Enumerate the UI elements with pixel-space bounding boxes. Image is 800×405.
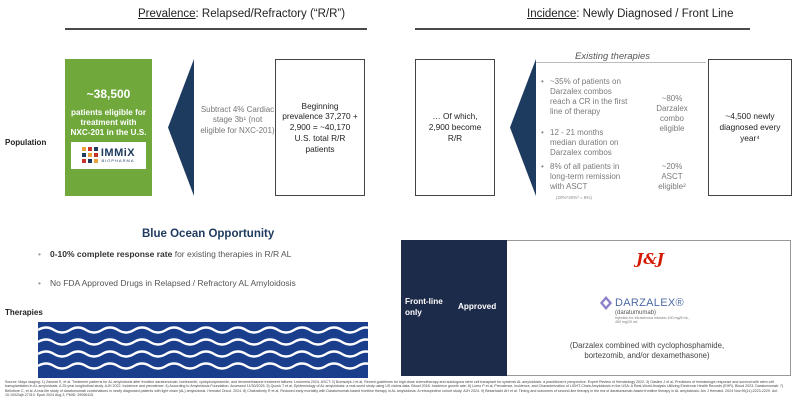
incidence-header xyxy=(527,8,733,20)
of-which-box: … Of which, 2,900 become R/R xyxy=(415,59,495,196)
population-label: Population xyxy=(5,138,47,147)
bullet-dot: • xyxy=(38,278,41,288)
footnote-sources: Source: Mayo staging: 1) Zanwar S, et al. Treatment patterns for AL amyloidosis after frontline daratumumab, bortezomib, cyclophosphamide, and dexamethasone treatment failures. Leukemia 2024. ASCT: 2) Bomsztyk J et al, Recent guidelines for high-dose chemotherapy and autologous stem cell transplant for systemic AL amyloidosis: a practitioner's perspective. Expert Review of Hematology 2022. 3) Gasline J et al, Predictors of hematologic response and survival with stem cell transplantation in AL amyloidosis: A 25-year longitudinal study. AJH 2022. Incidence and prevalence: 4) According to Amyloidosis Foundation. Accessed 11/30/2025. 5) Quock T et al, Epidemiology of AL amyloidosis: a real-world study using US claims data. Blood 2018. Incidence growth rate: 6) Lurno P et al, Prevalence, incidence, and Characterization of LIGHT-Chain Amyloidosis in the USA: A Real-World Analysis Utilizing Electronic Health Records (EHR). Blood 2023. Daratumumab: 7) Bellofiore C, et al. A real-life study of daratumumab combinations in newly diagnosed patients with light chain (AL) amyloidosis. Hematol Oncol. 2024. 8) Chakraborty R et al, Reduced early mortality with Daratumumab-based frontline therapy in AL amyloidosis: A retrospective cohort study. AJH 2024. 9) Bezarbachi AH et al. Timing and outcomes of second-line therapy in the era of daratumumab-based frontline therapy in AL amyloidosis. Am J Hematol. 2024 Nov;99(11):2223-2229. doi: 10.1002/ajh.27410. Epub 2024 Aug 3. PMID: 39096115. xyxy=(5,380,784,398)
approved-label: Approved xyxy=(458,302,497,311)
eligible-patients-box xyxy=(65,59,152,196)
blue-ocean-item-2 xyxy=(38,278,296,288)
subtract-text: Subtract 4% Cardiac stage 3b¹ (not eligible for NXC-201) xyxy=(200,105,275,135)
therapy-bullet-3: • 8% of all patients in long-term remission with ASCT xyxy=(550,162,630,192)
right-arrow xyxy=(510,59,536,196)
darzalex-generic: (daratumumab) xyxy=(615,310,657,316)
darzalex-brand: DARZALEX® xyxy=(615,297,684,309)
prevalence-header-prefix: Prevalence xyxy=(138,8,196,20)
therapy-bullet-1: • ~35% of patients on Darzalex combos reach a CR in the first line of therapy xyxy=(550,77,630,117)
immix-logo-name: IMMiX xyxy=(100,146,136,159)
darzalex-logo xyxy=(600,296,710,325)
darzalex-combo-text: (Darzalex combined with cyclophosphamide, bortezomib, and/or dexamethasone) xyxy=(569,341,725,361)
left-arrow xyxy=(168,59,194,196)
immix-logo-sub: BIOPHARMA xyxy=(101,157,135,163)
prevalence-header-rest: : Relapsed/Refractory (“R/R”) xyxy=(195,8,346,20)
prevalence-header xyxy=(138,8,345,20)
incidence-header-rest: : Newly Diagnosed / Front Line xyxy=(576,8,734,20)
incidence-divider xyxy=(415,28,750,30)
frontline-label: Front-line only xyxy=(405,297,443,317)
immix-logo xyxy=(71,142,146,169)
bullet-dot: • xyxy=(38,249,41,259)
blue-ocean-item-2-text: No FDA Approved Drugs in Relapsed / Refractory AL Amyloidosis xyxy=(49,278,296,288)
darzalex-eligible-text: ~80% Darzalex combo eligible xyxy=(656,94,688,133)
blue-ocean-item-1 xyxy=(38,249,291,259)
blue-ocean-item-1-rest: for existing therapies in R/R AL xyxy=(172,249,292,259)
darzalex-icon xyxy=(600,296,612,310)
calc-note: (20%*40%³ = 8%) xyxy=(556,195,592,200)
beginning-prevalence-box: Beginning prevalence 37,270 + 2,900 = ~40,170 U.S. total R/R patients xyxy=(275,59,365,196)
incidence-header-prefix: Incidence xyxy=(527,8,577,20)
existing-therapies-title: Existing therapies xyxy=(575,51,650,62)
immix-logo-icon xyxy=(82,147,98,163)
ocean-waves-graphic xyxy=(38,322,368,378)
darzalex-note: Injection for intravenous infusion 100 mg/5 mL, 400 mg/20 mL xyxy=(615,316,690,325)
prevalence-divider xyxy=(65,28,367,30)
jj-logo: J&J xyxy=(636,250,664,268)
blue-ocean-item-1-bold: 0-10% complete response rate xyxy=(49,249,173,259)
blue-ocean-title: Blue Ocean Opportunity xyxy=(142,228,275,240)
eligible-count: ~38,500 xyxy=(86,86,131,101)
asct-eligible-text: ~20% ASCT eligible² xyxy=(658,162,686,191)
therapies-label: Therapies xyxy=(5,308,43,317)
therapy-bullet-2: • 12 - 21 months median duration on Darzalex combos xyxy=(550,128,630,158)
newly-diagnosed-box: ~4,500 newly diagnosed every year⁴ xyxy=(708,59,792,196)
eligible-text: patients eligible for treatment with NXC-201 in the U.S. xyxy=(70,107,147,137)
